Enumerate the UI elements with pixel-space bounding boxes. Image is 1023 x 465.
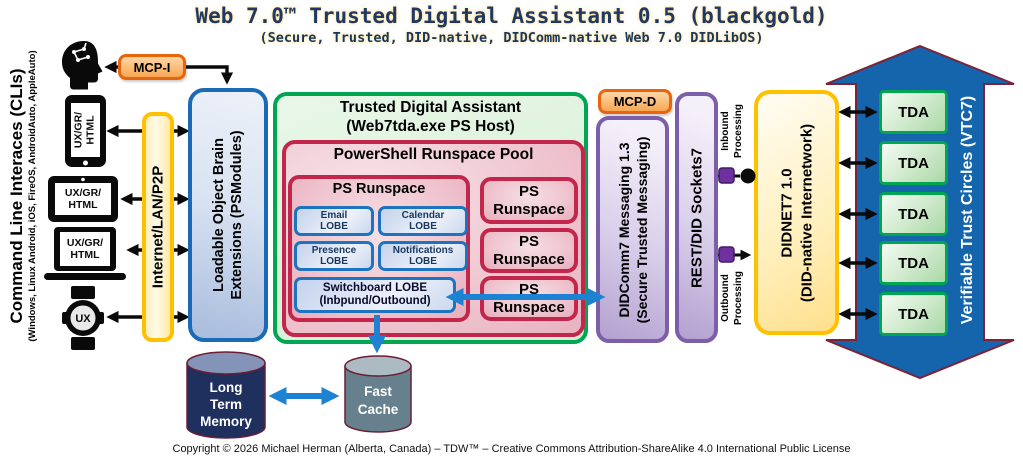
ltm-line1: Long (209, 380, 243, 395)
inbound-processing-label (714, 96, 750, 166)
tda-node-1: TDA (879, 90, 948, 134)
calendar-lobe (378, 206, 468, 236)
outbound-processing-label (714, 262, 750, 334)
mcp-i-badge: MCP-I (118, 54, 186, 80)
tablet-label-line2: HTML (68, 199, 98, 211)
tablet-icon (46, 174, 120, 224)
fast-cache-cylinder (342, 354, 414, 436)
ltm-line2: Term (209, 397, 243, 412)
inbound-line2: Processing (733, 104, 744, 158)
vtc7-label: Verifiable Trust Circles (VTC7) (959, 95, 976, 325)
internet-lan-p2p-label-wrap (142, 112, 174, 342)
ps-runspace-4-line1: PS (518, 281, 539, 299)
mcpi-to-loadable-arrow (186, 67, 227, 81)
email-lobe-line2: LOBE (320, 221, 348, 232)
smartphone-icon (63, 93, 108, 169)
didcomm7-line2: (Secure Trusted Messaging) (633, 136, 650, 323)
cache-line1: Fast (364, 384, 392, 399)
didcomm7-label-wrap (596, 116, 669, 343)
ps-runspace-4-line2: Runspace (493, 298, 565, 316)
tda-host-title (283, 98, 578, 137)
phone-label-line1: UX/GR/ (72, 111, 85, 149)
presence-lobe-line2: LOBE (320, 256, 348, 267)
switchboard-lobe-line1: Switchboard LOBE (322, 281, 428, 294)
loadable-line2: Extensions (PSModules) (229, 130, 245, 300)
cli-title: Command Line Interaces (CLIs) (7, 68, 27, 324)
ps-runspace-4 (480, 276, 578, 321)
tablet-label-line1: UX/GR/ (64, 187, 102, 199)
watch-label: UX (75, 313, 91, 325)
cli-platforms: (Windows, Linux Android, iOS, FireOS, AndroidAuto, AppleAuto) (27, 50, 39, 342)
mcp-d-badge: MCP-D (598, 89, 672, 114)
presence-lobe (294, 241, 374, 271)
didnet7-line1: DIDNET7 1.0 (778, 167, 795, 258)
calendar-lobe-line1: Calendar (401, 209, 445, 221)
switchboard-lobe-line2: (Inbpund/Outbound) (319, 295, 431, 307)
notifications-lobe-line1: Notifications (392, 244, 454, 256)
didcomm7-line1: DIDComm7 Messaging 1.3 (615, 141, 632, 318)
smartwatch-icon (58, 285, 108, 351)
rest-did-label-wrap (675, 92, 718, 343)
tda-host-title-line2: (Web7tda.exe PS Host) (346, 118, 515, 136)
laptop-label-line1: UX/GR/ (66, 237, 104, 249)
ps-runspace-3-line2: Runspace (493, 250, 565, 268)
laptop-icon (42, 226, 128, 282)
ai-brain-head-icon (58, 40, 104, 94)
loadable-extensions-label-wrap (188, 88, 268, 342)
tda-node-4: TDA (879, 241, 948, 285)
email-lobe (294, 206, 374, 236)
outbound-port-square (719, 247, 734, 262)
calendar-lobe-line2: LOBE (409, 221, 437, 232)
internet-lan-p2p-label: Internet/LAN/P2P (149, 165, 167, 289)
presence-lobe-line1: Presence (311, 244, 357, 256)
ltm-line3: Memory (200, 414, 252, 429)
ps-runspace-2 (480, 177, 578, 224)
ps-runspace-3-line1: PS (518, 233, 539, 251)
page-subtitle: (Secure, Trusted, DID-native, DIDComm-native Web 7.0 DIDLibOS) (259, 30, 764, 46)
outbound-line1: Outbound (720, 274, 731, 322)
cli-panel-label (0, 28, 46, 364)
vtc7-label-wrap (947, 58, 989, 362)
copyright-notice: Copyright © 2026 Michael Herman (Alberta, Canada) – TDW™ – Creative Commons Attribution-ShareAlike 4.0 International Public License (172, 443, 851, 455)
cache-line2: Cache (357, 402, 399, 417)
loadable-line1: Loadable Object Brain (210, 138, 227, 292)
inbound-line1: Inbound (720, 111, 731, 151)
tda-node-3: TDA (879, 192, 948, 236)
page-title: Web 7.0™ Trusted Digital Assistant 0.5 (blackgold) (195, 4, 828, 28)
ps-runspace-main-title: PS Runspace (332, 181, 426, 197)
phone-label-line2: HTML (84, 115, 97, 145)
didnet7-line2: (DID-native Internetwork) (797, 123, 815, 302)
notifications-lobe (378, 241, 468, 271)
notifications-lobe-line2: LOBE (409, 256, 437, 267)
tda-node-2: TDA (879, 141, 948, 185)
ps-runspace-2-line2: Runspace (493, 200, 565, 218)
inbound-port-square (719, 168, 734, 183)
tda-host-title-line1: Trusted Digital Assistant (339, 99, 522, 116)
long-term-memory-cylinder (184, 350, 268, 442)
switchboard-lobe (294, 277, 456, 313)
email-lobe-line1: Email (320, 209, 348, 221)
ps-runspace-3 (480, 228, 578, 273)
tda-node-5: TDA (879, 292, 948, 336)
runspace-pool-title: PowerShell Runspace Pool (333, 146, 534, 163)
rest-did-label: REST/DID Sockets7 (688, 147, 705, 288)
outbound-line2: Processing (733, 271, 744, 325)
laptop-label-line2: HTML (70, 249, 100, 261)
ps-runspace-2-line1: PS (518, 183, 539, 201)
